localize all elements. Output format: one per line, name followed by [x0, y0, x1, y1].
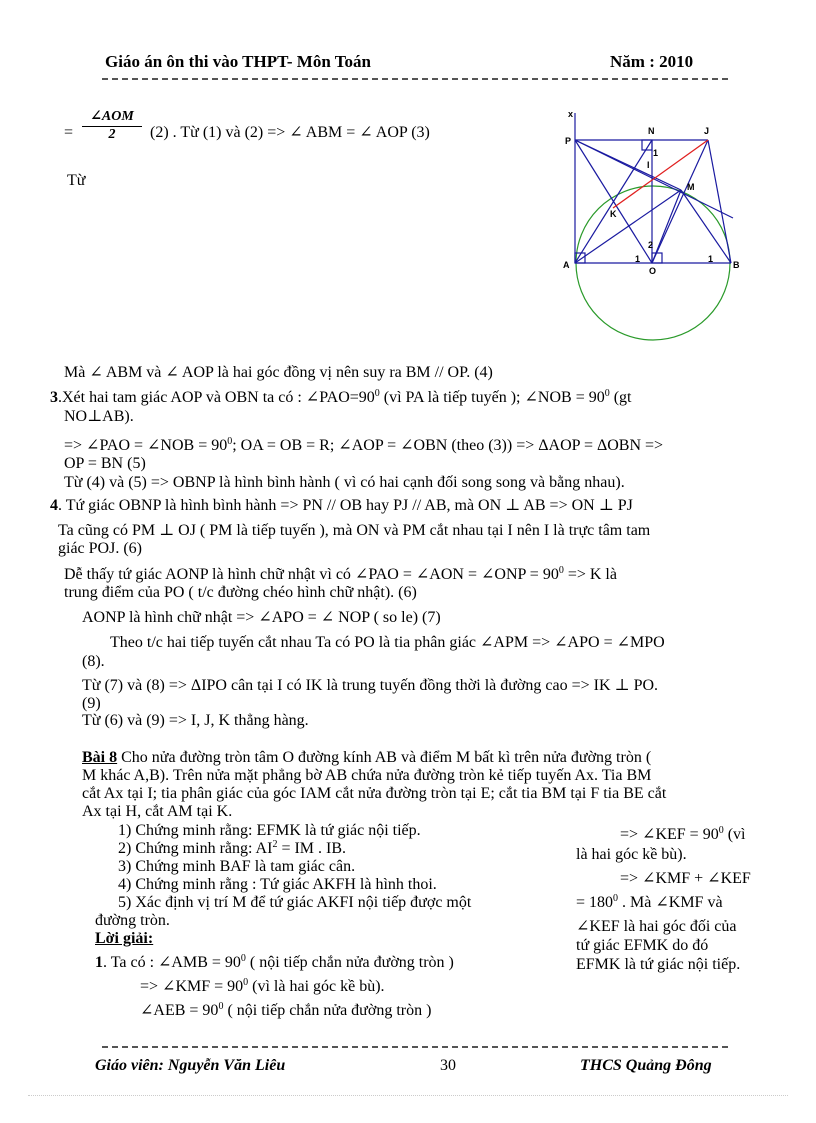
text-span: ∠AEB = 90	[140, 1002, 219, 1019]
text-line: (8).	[82, 653, 105, 670]
question-5: 5) Xác định vị trí M để tứ giác AKFI nội tiếp được một	[118, 894, 472, 911]
label-angle-n1: 1	[653, 148, 659, 158]
text-span: .Xét hai tam giác AOP và OBN ta có : ∠PAO=90	[58, 389, 375, 406]
text-line: Mà ∠ ABM và ∠ AOP là hai góc đồng vị nên suy ra BM // OP. (4)	[64, 364, 493, 381]
text-line: =	[64, 124, 74, 141]
superscript: 0	[558, 565, 564, 576]
label-j: J	[704, 126, 710, 136]
text-line: Từ (6) và (9) => I, J, K thẳng hàng.	[82, 712, 309, 729]
text-line: (9)	[82, 695, 101, 712]
problem-line: cắt Ax tại I; tia phân giác của góc IAM cắt nửa đường tròn tại E; cắt tia BM tại F tia BE cắt	[82, 785, 667, 802]
line-mo	[652, 190, 681, 263]
header-year: Năm : 2010	[610, 52, 694, 71]
label-angle-1b: 1	[708, 254, 714, 264]
text-line: Từ	[67, 172, 86, 189]
item-number: 3	[50, 389, 58, 406]
item-number: 4	[50, 497, 58, 514]
question-3: 3) Chứng minh BAF là tam giác cân.	[118, 858, 356, 875]
text-span: => K là	[563, 566, 617, 583]
question-5-cont: đường tròn.	[95, 912, 170, 929]
superscript: 0	[243, 977, 249, 988]
footer-teacher: Giáo viên: Nguyễn Văn Liêu	[95, 1057, 286, 1074]
text-span: ; OA = OB = R; ∠AOP = ∠OBN (theo (3)) => ΔAOP = ΔOBN =>	[232, 437, 664, 454]
label-p: P	[565, 136, 572, 146]
text-span: Cho nửa đường tròn tâm O đường kính AB và điểm M bất kì trên nửa đường tròn (	[117, 749, 652, 766]
text-span: . Ta có : ∠AMB = 90	[103, 954, 241, 971]
page-number: 30	[440, 1057, 456, 1074]
label-i: I	[647, 160, 650, 170]
solution-heading: Lời giải:	[95, 930, 154, 947]
question-1: 1) Chứng minh rằng: EFMK là tứ giác nội tiếp.	[118, 822, 421, 839]
text-line	[64, 437, 663, 454]
side-line: ∠KEF là hai góc đối của	[576, 918, 737, 935]
text-line	[50, 389, 632, 406]
superscript: 0	[374, 388, 380, 399]
text-span: . Mà ∠KMF và	[618, 894, 723, 911]
side-line	[576, 894, 723, 911]
text-line: AONP là hình chữ nhật => ∠APO = ∠ NOP ( so le) (7)	[82, 609, 441, 626]
solution-line	[140, 1002, 431, 1019]
question-4: 4) Chứng minh rằng : Tứ giác AKFH là hình thoi.	[118, 876, 437, 893]
side-line: EFMK là tứ giác nội tiếp.	[576, 956, 741, 973]
text-span: => ∠KMF = 90	[140, 978, 244, 995]
question-2	[118, 840, 346, 857]
text-span: Dễ thấy tứ giác AONP là hình chữ nhật vì có ∠PAO = ∠AON = ∠ONP = 90	[64, 566, 559, 583]
superscript: 0	[604, 388, 610, 399]
side-line	[620, 826, 745, 843]
label-a: A	[563, 260, 570, 270]
text-span: (gt	[609, 389, 632, 406]
text-line: Theo t/c hai tiếp tuyến cắt nhau Ta có PO là tia phân giác ∠APM => ∠APO = ∠MPO	[110, 634, 665, 651]
geometry-figure	[555, 108, 755, 348]
fraction	[82, 108, 142, 143]
text-span: ( nội tiếp chắn nửa đường tròn )	[223, 1002, 432, 1019]
header-title: Giáo án ôn thi vào THPT- Môn Toán	[105, 52, 371, 71]
text-line: (2) . Từ (1) và (2) => ∠ ABM = ∠ AOP (3)	[150, 124, 430, 141]
label-x: x	[568, 109, 574, 119]
fraction-denominator: 2	[108, 127, 116, 142]
text-span: 2) Chứng minh rằng: AI	[118, 840, 273, 857]
label-b: B	[733, 260, 740, 270]
text-span: => ∠KEF = 90	[620, 826, 719, 843]
text-span: = 180	[576, 894, 614, 911]
label-m: M	[687, 182, 695, 192]
text-span: (vì PA là tiếp tuyến ); ∠NOB = 90	[379, 389, 605, 406]
problem-line: M khác A,B). Trên nửa mặt phẳng bờ AB chứa nửa đường tròn kẻ tiếp tuyến Ax. Tia BM	[82, 767, 652, 784]
text-line: Từ (4) và (5) => OBNP là hình bình hành ( vì có hai cạnh đối song song và bằng nhau).	[64, 474, 625, 491]
label-angle-2: 2	[648, 240, 654, 250]
problem-line	[82, 749, 651, 766]
text-line: Từ (7) và (8) => ΔIPO cân tại I có IK là trung tuyến đồng thời là đường cao => IK ⊥ PO.	[82, 677, 659, 694]
text-span: => ∠PAO = ∠NOB = 90	[64, 437, 228, 454]
line-jb	[708, 140, 731, 263]
superscript: 0	[718, 825, 724, 836]
problem-title: Bài 8	[82, 749, 118, 766]
label-o: O	[649, 266, 657, 276]
page-edge	[28, 1095, 788, 1096]
item-number: 1	[95, 954, 103, 971]
superscript: 0	[240, 953, 246, 964]
text-span: ( nội tiếp chắn nửa đường tròn )	[245, 954, 454, 971]
superscript: 0	[613, 893, 619, 904]
side-line: là hai góc kề bù).	[576, 846, 687, 863]
text-span: (vì	[723, 826, 746, 843]
text-line: trung điểm của PO ( t/c đường chéo hình chữ nhật). (6)	[64, 584, 417, 601]
footer-school: THCS Quảng Đông	[580, 1057, 712, 1074]
text-span: (vì là hai góc kề bù).	[248, 978, 385, 995]
label-angle-1: 1	[635, 254, 641, 264]
solution-line	[140, 978, 385, 995]
text-line: giác POJ. (6)	[58, 540, 142, 557]
text-line: OP = BN (5)	[64, 455, 146, 472]
superscript: 0	[227, 436, 233, 447]
header-divider	[102, 78, 728, 80]
text-line	[50, 497, 633, 514]
superscript: 0	[218, 1001, 224, 1012]
side-line: => ∠KMF + ∠KEF	[620, 870, 751, 887]
fraction-numerator: ∠AOM	[82, 108, 142, 127]
side-line: tứ giác EFMK do đó	[576, 937, 709, 954]
text-span: . Tứ giác OBNP là hình bình hành => PN // OB hay PJ // AB, mà ON ⊥ AB => ON ⊥ PJ	[58, 497, 633, 514]
line-mb	[681, 190, 731, 263]
solution-line	[95, 954, 454, 971]
footer-divider	[102, 1046, 728, 1048]
superscript: 2	[272, 839, 278, 850]
text-line	[64, 566, 617, 583]
label-k: K	[610, 209, 617, 219]
text-span: = IM . IB.	[277, 840, 347, 857]
problem-line: Ax tại H, cắt AM tại K.	[82, 803, 233, 820]
text-line: Ta cũng có PM ⊥ OJ ( PM là tiếp tuyến ), mà ON và PM cắt nhau tại I nên I là trực tâm tam	[58, 522, 651, 539]
text-line: NO⊥AB).	[64, 408, 134, 425]
label-n: N	[648, 126, 655, 136]
line-am	[575, 190, 681, 263]
